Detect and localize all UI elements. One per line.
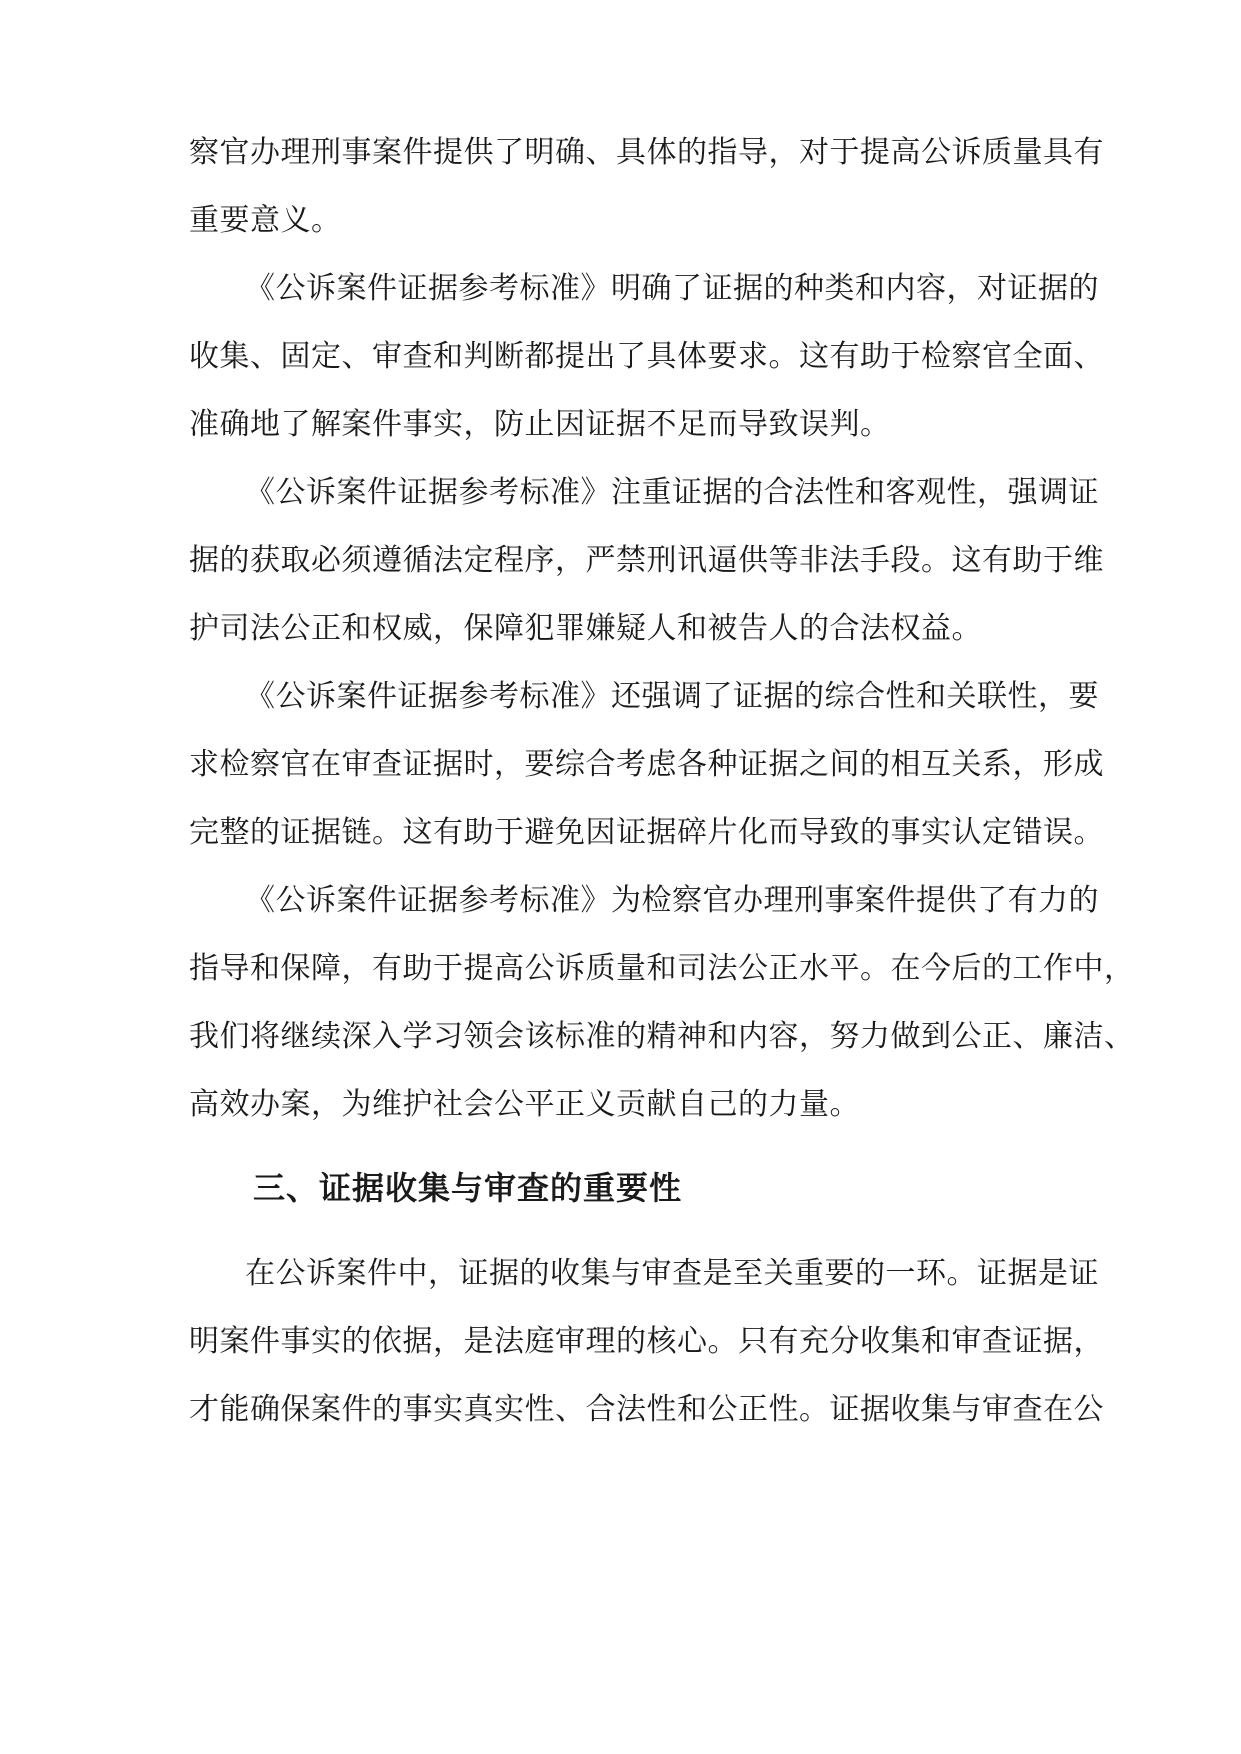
paragraph-first-line: 在公诉案件中，证据的收集与审查是至关重要的一环。证据是证: [245, 1256, 1099, 1291]
text-line: 准确地了解案件事实，防止因证据不足而导致误判。: [189, 407, 891, 442]
text-line: 收集、固定、审查和判断都提出了具体要求。这有助于检察官全面、: [189, 339, 1104, 374]
text-line: 指导和保障，有助于提高公诉质量和司法公正水平。在今后的工作中，: [189, 951, 1135, 986]
text-line: 据的获取必须遵循法定程序，严禁刑讯逼供等非法手段。这有助于维: [189, 543, 1104, 578]
text-line: 完整的证据链。这有助于避免因证据碎片化而导致的事实认定错误。: [189, 815, 1104, 850]
text-line: 察官办理刑事案件提供了明确、具体的指导，对于提高公诉质量具有: [189, 135, 1104, 170]
text-line: 重要意义。: [189, 203, 342, 238]
paragraph-first-line: 《公诉案件证据参考标准》为检察官办理刑事案件提供了有力的: [245, 883, 1099, 918]
text-line: 明案件事实的依据，是法庭审理的核心。只有充分收集和审查证据，: [189, 1324, 1104, 1359]
paragraph-first-line: 《公诉案件证据参考标准》还强调了证据的综合性和关联性，要: [245, 679, 1099, 714]
paragraph-first-line: 《公诉案件证据参考标准》明确了证据的种类和内容，对证据的: [245, 271, 1099, 306]
text-line: 高效办案，为维护社会公平正义贡献自己的力量。: [189, 1087, 860, 1122]
paragraph-first-line: 《公诉案件证据参考标准》注重证据的合法性和客观性，强调证: [245, 475, 1099, 510]
text-line: 才能确保案件的事实真实性、合法性和公正性。证据收集与审查在公: [189, 1392, 1104, 1427]
text-line: 护司法公正和权威，保障犯罪嫌疑人和被告人的合法权益。: [189, 611, 982, 646]
text-line: 我们将继续深入学习领会该标准的精神和内容，努力做到公正、廉洁、: [189, 1019, 1135, 1054]
text-line: 求检察官在审查证据时，要综合考虑各种证据之间的相互关系，形成: [189, 747, 1104, 782]
section-heading: 三、证据收集与审查的重要性: [253, 1169, 683, 1207]
